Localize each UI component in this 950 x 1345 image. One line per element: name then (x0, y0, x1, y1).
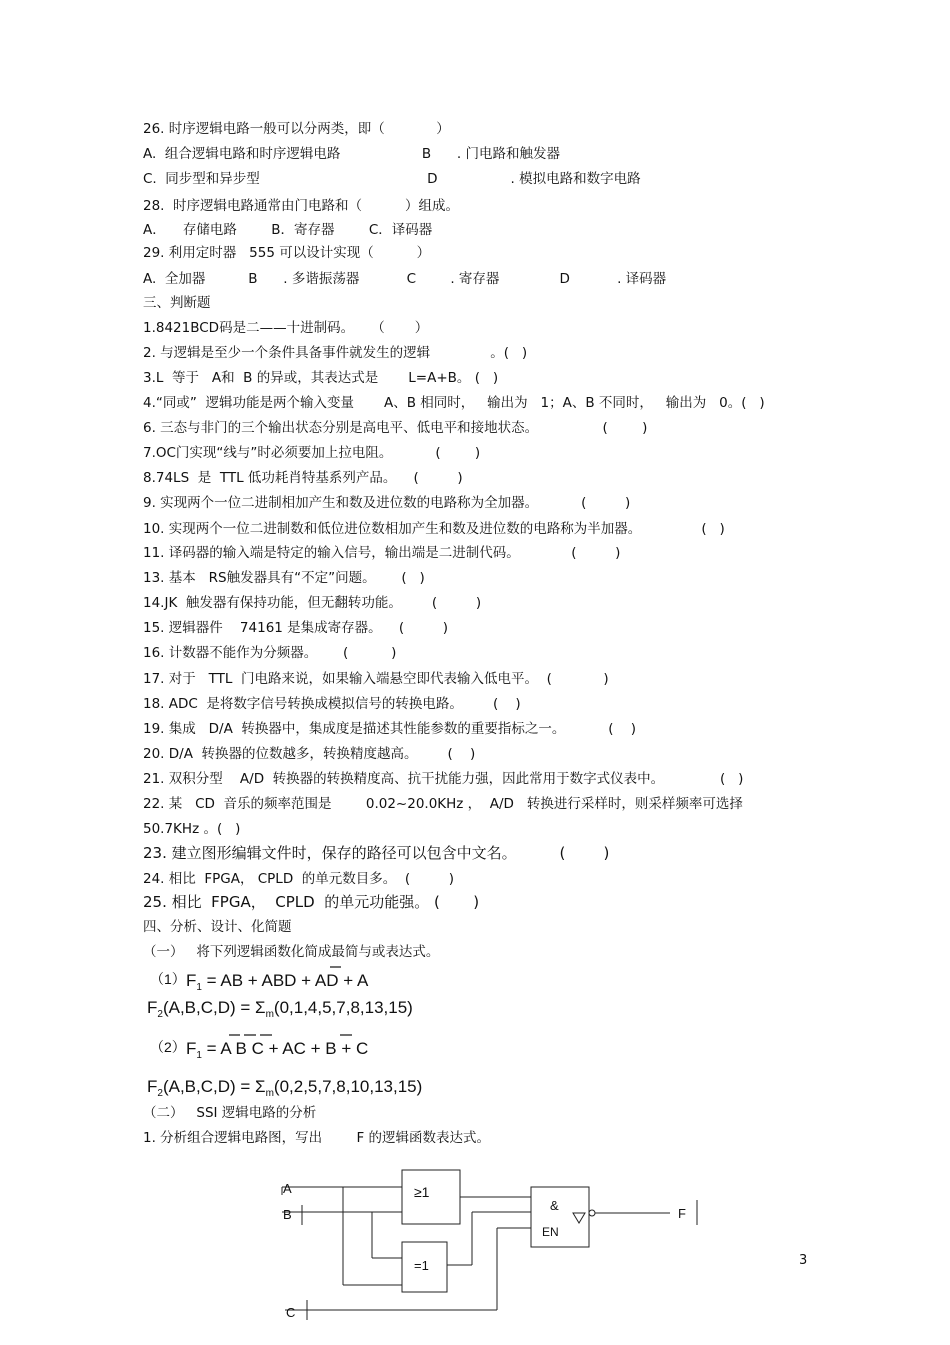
text-line: A. 组合逻辑电路和时序逻辑电路 B . 门电路和触发器 (143, 146, 560, 162)
text-line: 50.7KHz 。( ) (143, 821, 241, 837)
logic-circuit (282, 1170, 697, 1320)
text-line: 19. 集成 D/A 转换器中，集成度是描述其性能参数的重要指标之一。 ( ) (143, 721, 637, 737)
text-line: 16. 计数器不能作为分频器。 ( ) (143, 645, 397, 661)
text-line: 23. 建立图形编辑文件时，保存的路径可以包含中文名。 ( ) (143, 844, 610, 862)
text-line: 3.L 等于 A和 B 的异或，其表达式是 L=A+B。 ( ) (143, 370, 499, 386)
text-line: A． 存储电路 B．寄存器 C．译码器 (143, 222, 433, 238)
text-line: 1. 分析组合逻辑电路图，写出 F 的逻辑函数表达式。 (143, 1130, 491, 1146)
text-line: 17. 对于 TTL 门电路来说，如果输入端悬空即代表输入低电平。 ( ) (143, 671, 609, 687)
section-heading: 四、分析、设计、化简题 (143, 919, 292, 935)
tristate-triangle-icon (573, 1213, 585, 1223)
and-gate-label: & (550, 1198, 559, 1213)
text-line: 25. 相比 FPGA， CPLD 的单元功能强。 ( ) (143, 893, 480, 911)
text-line: 22. 某 CD 音乐的频率范围是 0.02~20.0KHz ， A/D 转换进行采样时，则采样频率可选择 (143, 796, 743, 812)
text-line: 20. D/A 转换器的位数越多，转换精度越高。 ( ) (143, 746, 476, 762)
subsection-heading: （二） SSI 逻辑电路的分析 (143, 1105, 317, 1121)
text-line: 4.“同或” 逻辑功能是两个输入变量 A、B 相同时， 输出为 1；A、B 不同时， 输出为 0。( ) (143, 395, 765, 411)
section-heading: 三、判断题 (143, 295, 211, 311)
text-line: C. 同步型和异步型 D . 模拟电路和数字电路 (143, 171, 641, 187)
text-line: 7.OC门实现“线与”时必须要加上拉电阻。 ( ) (143, 445, 481, 461)
enable-label: EN (542, 1225, 559, 1239)
text-line: 1.8421BCD码是二——十进制码。 （ ） (143, 320, 429, 336)
formula-f2-a: $F_2(A,B,C,D) = \Sigma_m(0,1,4,5,7,8,13,15)$ (147, 998, 413, 1020)
text-line: 8.74LS 是 TTL 低功耗肖特基系列产品。 ( ) (143, 470, 463, 486)
text-line: 10. 实现两个一位二进制数和低位进位数相加产生和数及进位数的电路称为半加器。 ( ) (143, 521, 725, 537)
xor-gate-label: =1 (414, 1258, 429, 1273)
text-line: 13. 基本 RS触发器具有“不定”问题。 ( ) (143, 570, 425, 586)
text-line: 26. 时序逻辑电路一般可以分两类，即（ ） (143, 121, 450, 137)
and-tristate-gate (531, 1187, 589, 1247)
page-number: 3 (799, 1253, 808, 1268)
text-line: 2. 与逻辑是至少一个条件具备事件就发生的逻辑 。( ) (143, 345, 528, 361)
text-line: A. 全加器 B . 多谐振荡器 C . 寄存器 D . 译码器 (143, 271, 667, 287)
question-2-label: （2） (150, 1039, 186, 1055)
text-line: 15. 逻辑器件 74161 是集成寄存器。 ( ) (143, 620, 448, 636)
text-line: 9. 实现两个一位二进制相加产生和数及进位数的电路称为全加器。 ( ) (143, 495, 631, 511)
or-gate (402, 1170, 460, 1224)
text-line: 21. 双积分型 A/D 转换器的转换精度高、抗干扰能力强，因此常用于数字式仪表中。 ( ) (143, 771, 744, 787)
text-line: 28. 时序逻辑电路通常由门电路和（ ）组成。 (143, 198, 459, 214)
text-line: 24. 相比 FPGA， CPLD 的单元数目多。 ( ) (143, 871, 455, 887)
text-line: 6. 三态与非门的三个输出状态分别是高电平、低电平和接地状态。 ( ) (143, 420, 648, 436)
output-f-label: F (678, 1206, 686, 1221)
input-a-label: A (283, 1181, 292, 1196)
text-line: 18. ADC 是将数字信号转换成模拟信号的转换电路。 ( ) (143, 696, 521, 712)
text-line: 29. 利用定时器 555 可以设计实现（ ） (143, 245, 431, 261)
formula-f1-a: $F_1$ = AB + ABD + AD + A (186, 971, 369, 993)
formula-f2-b: $F_2(A,B,C,D) = \Sigma_m(0,2,5,7,8,10,13,15)$ (147, 1077, 423, 1099)
or-gate-label: ≥1 (414, 1184, 430, 1200)
subsection-heading: （一） 将下列逻辑函数化简成最简与或表达式。 (143, 944, 440, 960)
input-c-label: C (286, 1305, 296, 1320)
text-line: 14.JK 触发器有保持功能，但无翻转功能。 ( ) (143, 595, 482, 611)
text-line: 11. 译码器的输入端是特定的输入信号，输出端是二进制代码。 ( ) (143, 545, 621, 561)
input-b-label: B (283, 1207, 292, 1222)
question-1-label: （1） (150, 971, 186, 987)
inverter-bubble (589, 1210, 595, 1216)
formula-f1-b: $F_1 = A$ B C + AC + B + C (186, 1039, 369, 1061)
